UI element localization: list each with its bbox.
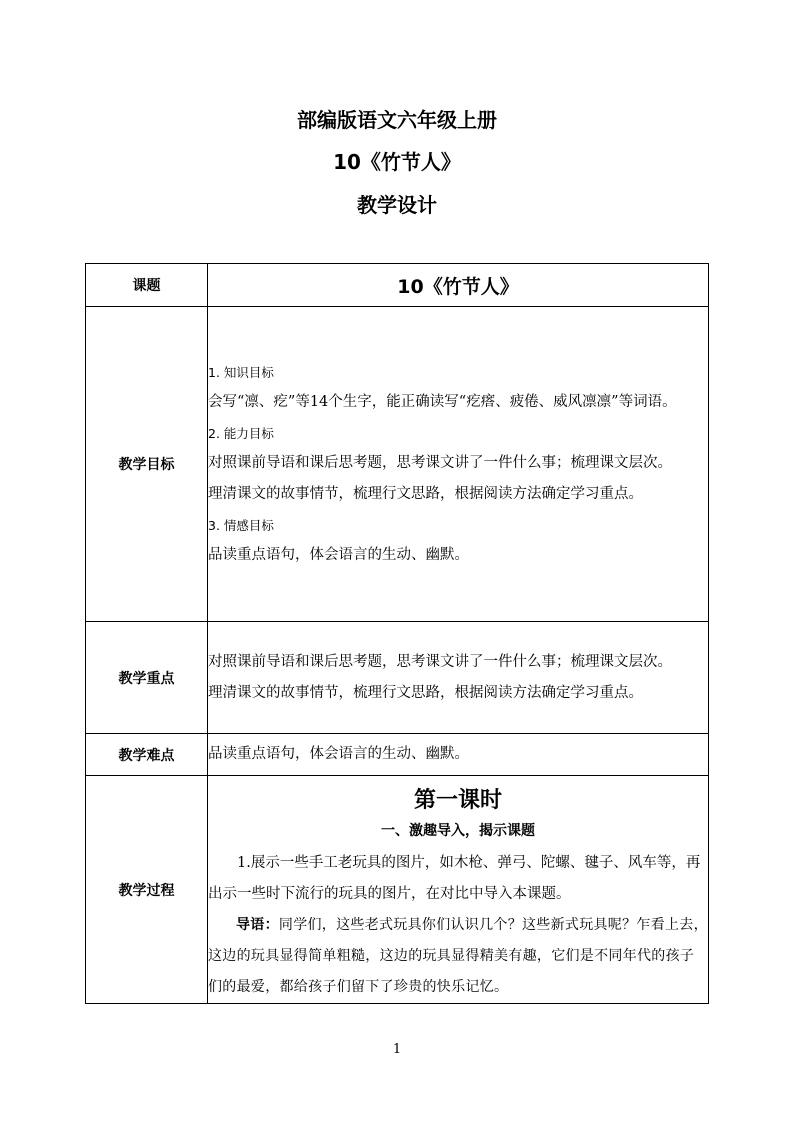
emotion-goal-heading: 3. 情感目标 [208, 518, 274, 533]
goals-content [208, 307, 709, 622]
table-row-goals [86, 307, 709, 622]
difficulty-content [208, 734, 709, 776]
guide-label: 导语： [236, 917, 279, 933]
ability-goal-heading: 2. 能力目标 [208, 426, 274, 441]
knowledge-goal-text: 会写“凛、疙”等14个生字，能正确读写“疙瘩、疲倦、威风凛凛”等词语。 [208, 394, 677, 410]
difficulty-text: 品读重点语句，体会语言的生动、幽默。 [208, 746, 469, 762]
topic-value: 10《竹节人》 [208, 264, 709, 307]
table-row-key-points [86, 622, 709, 734]
table-row-process [86, 776, 709, 1004]
lesson-title: 10《竹节人》 [333, 150, 461, 174]
knowledge-goal-heading: 1. 知识目标 [208, 365, 274, 380]
table-row-difficulty [86, 734, 709, 776]
lesson-period-heading: 第一课时 [413, 788, 502, 813]
ability-goal-text-2: 理清课文的故事情节，梳理行文思路，根据阅读方法确定学习重点。 [208, 486, 643, 502]
ability-goal-text-1: 对照课前导语和课后思考题，思考课文讲了一件什么事；梳理课文层次。 [208, 455, 672, 471]
label-difficulty: 教学难点 [86, 734, 208, 776]
guide-paragraph [208, 910, 708, 1003]
key-point-text-2: 理清课文的故事情节，梳理行文思路，根据阅读方法确定学习重点。 [208, 684, 643, 701]
document-title: 部编版语文六年级上册 [297, 108, 497, 132]
document-subtitle: 教学设计 [357, 193, 437, 217]
label-goals: 教学目标 [86, 307, 208, 622]
key-points-content [208, 622, 709, 734]
label-topic: 课题 [86, 264, 208, 307]
process-step-1: 1.展示一些手工老玩具的图片，如木枪、弹弓、陀螺、毽子、风车等，再出示一些时下流行的玩具的图片，在对比中导入本课题。 [208, 855, 701, 902]
label-process: 教学过程 [86, 776, 208, 1004]
label-key-points: 教学重点 [86, 622, 208, 734]
guide-text: 同学们，这些老式玩具你们认识几个？这些新式玩具呢？乍看上去，这边的玩具显得简单粗糙，这边的玩具显得精美有趣，它们是不同年代的孩子们的最爱，都给孩子们留下了珍贵的快乐记忆。 [208, 917, 708, 995]
section-heading: 一、激趣导入，揭示课题 [381, 823, 535, 839]
process-content [208, 776, 709, 1004]
page-number: 1 [392, 1042, 402, 1057]
key-point-text-1: 对照课前导语和课后思考题，思考课文讲了一件什么事；梳理课文层次。 [208, 653, 672, 670]
emotion-goal-text: 品读重点语句，体会语言的生动、幽默。 [208, 547, 469, 563]
lesson-plan-table [85, 263, 709, 1004]
table-row-title [86, 264, 709, 307]
